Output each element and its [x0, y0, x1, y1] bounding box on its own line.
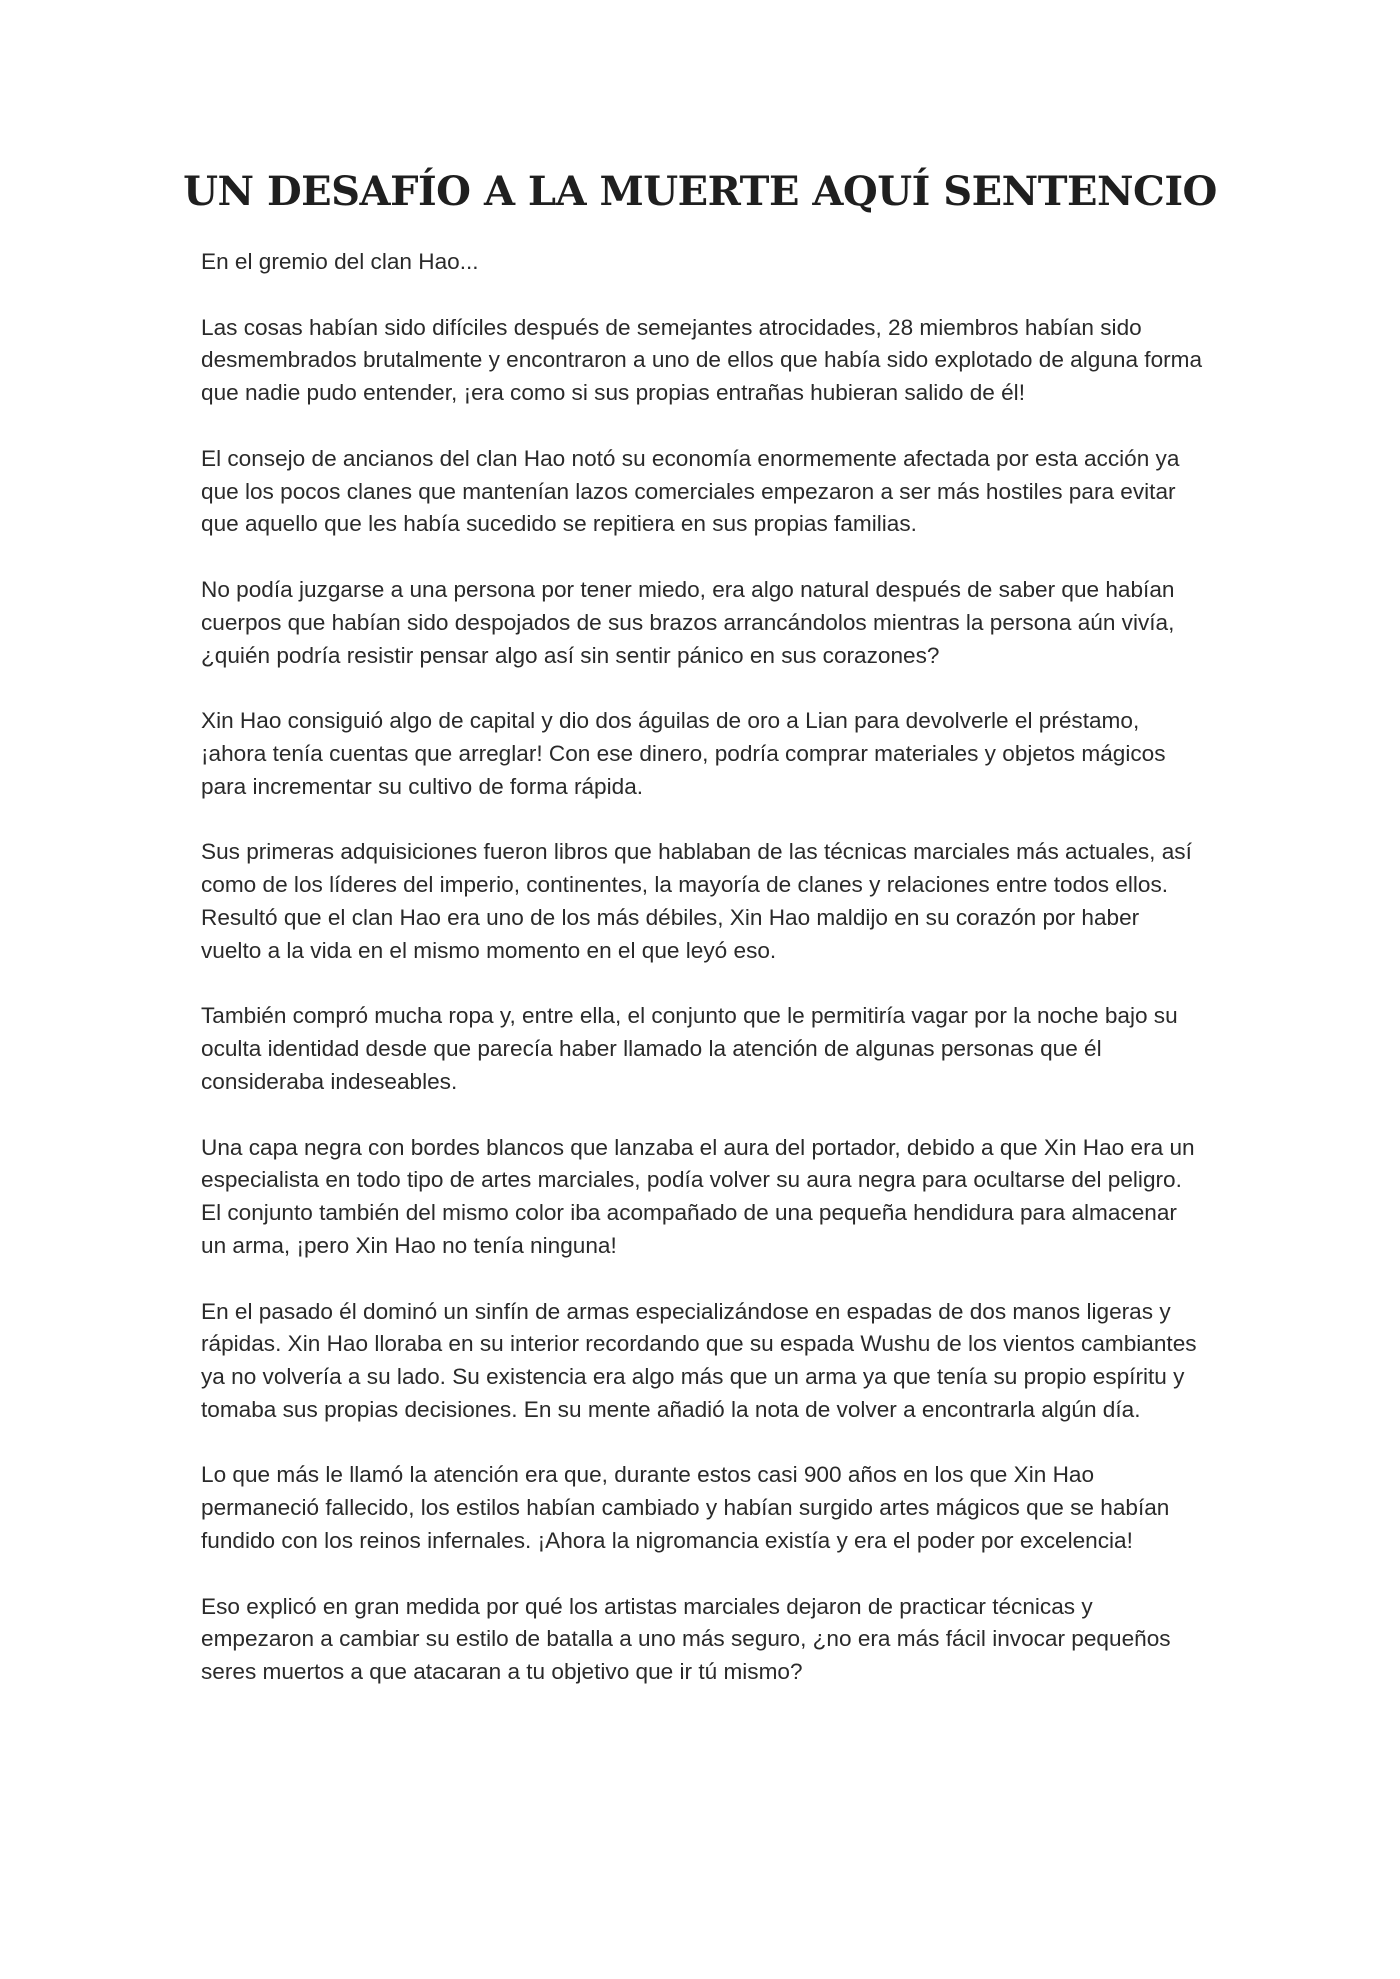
paragraph-9: En el pasado él dominó un sinfín de armas especializándose en espadas de dos manos ligeras y rápidas. Xin Hao lloraba en su interior recordando que su espada Wushu de los vientos cambiantes ya no volvería a su lado. Su existencia era algo más que un arma ya que tenía su propio espíritu y tomaba sus propias decisiones. En su mente añadió la nota de volver a encontrarla algún día. — [201, 1298, 1197, 1422]
paragraph-3: El consejo de ancianos del clan Hao notó su economía enormemente afectada por esta acción ya que los pocos clanes que mantenían lazos comerciales empezaron a ser más hostiles para evitar que aquello que les había sucedido se repitiera en sus propias familias. — [201, 445, 1180, 537]
document-body — [201, 246, 1203, 1722]
page-title: UN DESAFÍO A LA MUERTE AQUÍ SENTENCIO — [183, 168, 1217, 215]
paragraph-2: Las cosas habían sido difíciles después de semejantes atrocidades, 28 miembros habían sido desmembrados brutalmente y encontraron a uno de ellos que había sido explotado de alguna forma que nadie pudo entender, ¡era como si sus propias entrañas hubieran salido de él! — [201, 314, 1203, 406]
paragraph-8: Una capa negra con bordes blancos que lanzaba el aura del portador, debido a que Xin Hao era un especialista en todo tipo de artes marciales, podía volver su aura negra para ocultarse del peligro. El conjunto también del mismo color iba acompañado de una pequeña hendidura para almacenar un arma, ¡pero Xin Hao no tenía ninguna! — [201, 1134, 1195, 1258]
paragraph-11: Eso explicó en gran medida por qué los artistas marciales dejaron de practicar técnicas y empezaron a cambiar su estilo de batalla a uno más seguro, ¿no era más fácil invocar pequeños seres muertos a que atacaran a tu objetivo que ir tú mismo? — [201, 1593, 1171, 1685]
paragraph-6: Sus primeras adquisiciones fueron libros que hablaban de las técnicas marciales más actuales, así como de los líderes del imperio, continentes, la mayoría de clanes y relaciones entre todos ellos. Resultó que el clan Hao era uno de los más débiles, Xin Hao maldijo en su corazón por haber vuelto a la vida en el mismo momento en el que leyó eso. — [201, 839, 1192, 963]
paragraph-7: También compró mucha ropa y, entre ella, el conjunto que le permitiría vagar por la noche bajo su oculta identidad desde que parecía haber llamado la atención de algunas personas que él consideraba indeseables. — [201, 1003, 1178, 1094]
paragraph-10: Lo que más le llamó la atención era que, durante estos casi 900 años en los que Xin Hao permaneció fallecido, los estilos habían cambiado y habían surgido artes mágicos que se habían fundido con los reinos infernales. ¡Ahora la nigromancia existía y era el poder por excelencia! — [201, 1462, 1170, 1554]
paragraph-1: En el gremio del clan Hao... — [201, 249, 479, 274]
paragraph-4: No podía juzgarse a una persona por tener miedo, era algo natural después de saber que habían cuerpos que habían sido despojados de sus brazos arrancándolos mientras la persona aún vivía, ¿quién podría resistir pensar algo así sin sentir pánico en sus corazones? — [201, 576, 1175, 668]
paragraph-5: Xin Hao consiguió algo de capital y dio dos águilas de oro a Lian para devolverle el préstamo, ¡ahora tenía cuentas que arreglar! Con ese dinero, podría comprar materiales y objetos mágicos para incrementar su cultivo de forma rápida. — [201, 708, 1166, 799]
